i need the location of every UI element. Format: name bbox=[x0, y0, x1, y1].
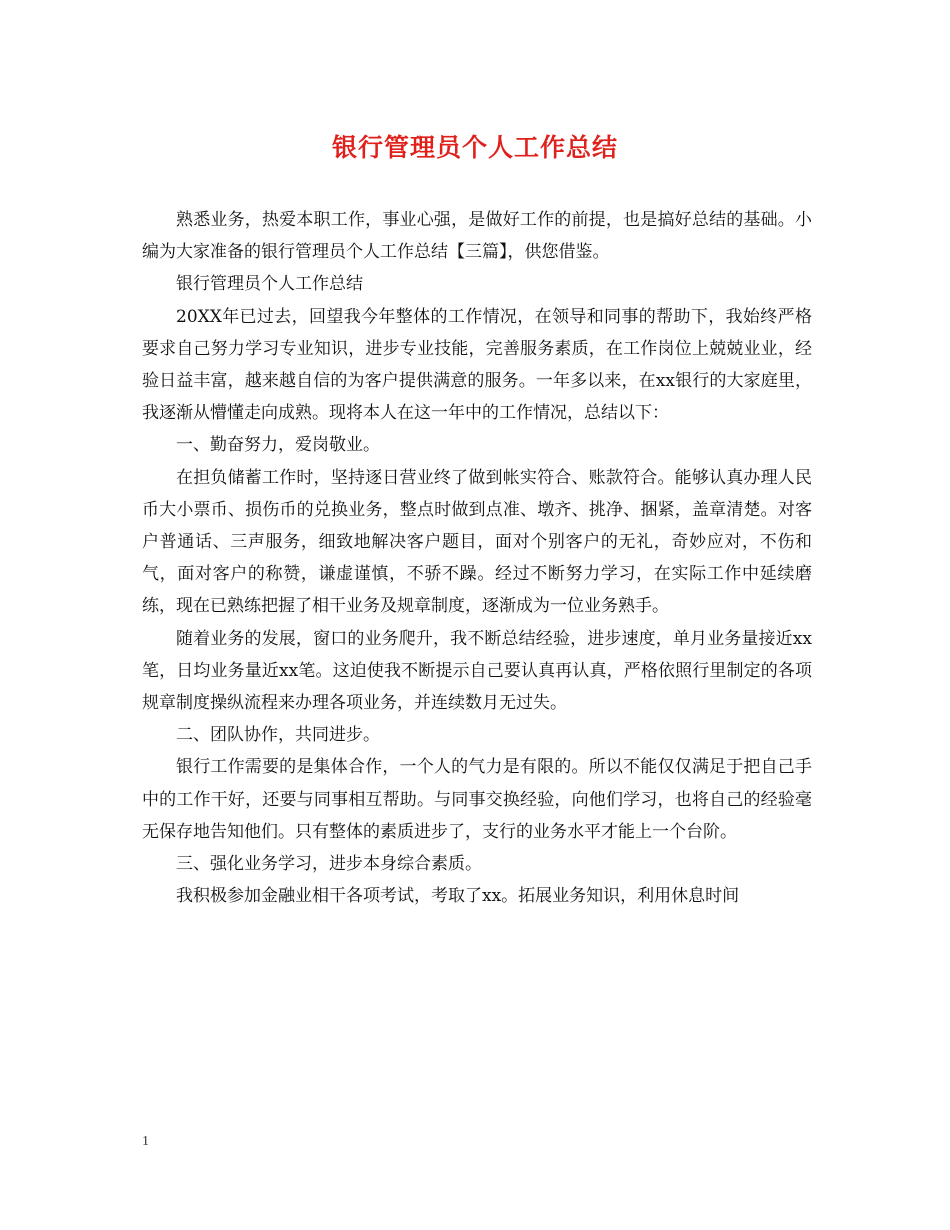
paragraph-study: 我积极参加金融业相干各项考试，考取了xx。拓展业务知识，利用休息时间 bbox=[176, 886, 740, 907]
paragraph-teamwork: 银行工作需要的是集体合作，一个人的气力是有限的。所以不能仅仅满足于把自己手中的工作干好，还要与同事相互帮助。与同事交换经验，向他们学习，也将自己的经验毫无保存地告知他们。只有整体的素质进步了，支行的业务水平才能上一个台阶。 bbox=[142, 757, 812, 842]
document-body bbox=[142, 204, 812, 912]
paragraph-business-growth: 随着业务的发展，窗口的业务爬升，我不断总结经验，进步速度，单月业务量接近xx笔，日均业务量近xx笔。这迫使我不断提示自己要认真再认真，严格依照行里制定的各项规章制度操纵流程来办理各项业务，并连续数月无过失。 bbox=[142, 628, 812, 714]
paragraph-overview: 20XX年已过去，回望我今年整体的工作情况，在领导和同事的帮助下，我始终严格要求自己努力学习专业知识，进步专业技能，完善服务素质，在工作岗位上兢兢业业，经验日益丰富，越来越自信的为客户提供满意的服务。一年多以来，在xx银行的大家庭里，我逐渐从懵懂走向成熟。现将本人在这一年中的工作情况，总结以下： bbox=[142, 306, 812, 424]
paragraph-subtitle: 银行管理员个人工作总结 bbox=[176, 274, 363, 295]
section-heading-2: 二、团队协作，共同进步。 bbox=[176, 725, 380, 746]
document-title: 银行管理员个人工作总结 bbox=[331, 133, 618, 162]
section-heading-1: 一、勤奋努力，爱岗敬业。 bbox=[176, 435, 380, 456]
paragraph-intro: 熟悉业务，热爱本职工作，事业心强，是做好工作的前提，也是搞好总结的基础。小编为大家准备的银行管理员个人工作总结【三篇】，供您借鉴。 bbox=[142, 210, 812, 263]
section-heading-3: 三、强化业务学习，进步本身综合素质。 bbox=[176, 854, 482, 875]
page-number: 1 bbox=[142, 1134, 149, 1149]
paragraph-savings-work: 在担负储蓄工作时，坚持逐日营业终了做到帐实符合、账款符合。能够认真办理人民币大小票币、损伤币的兑换业务，整点时做到点准、墩齐、挑净、捆紧，盖章清楚。对客户普通话、三声服务，细致地解决客户题目，面对个别客户的无礼，奇妙应对，不伤和气，面对客户的称赞，谦虚谨慎，不骄不躁。经过不断努力学习，在实际工作中延续磨练，现在已熟练把握了相干业务及规章制度，逐渐成为一位业务熟手。 bbox=[142, 467, 812, 617]
